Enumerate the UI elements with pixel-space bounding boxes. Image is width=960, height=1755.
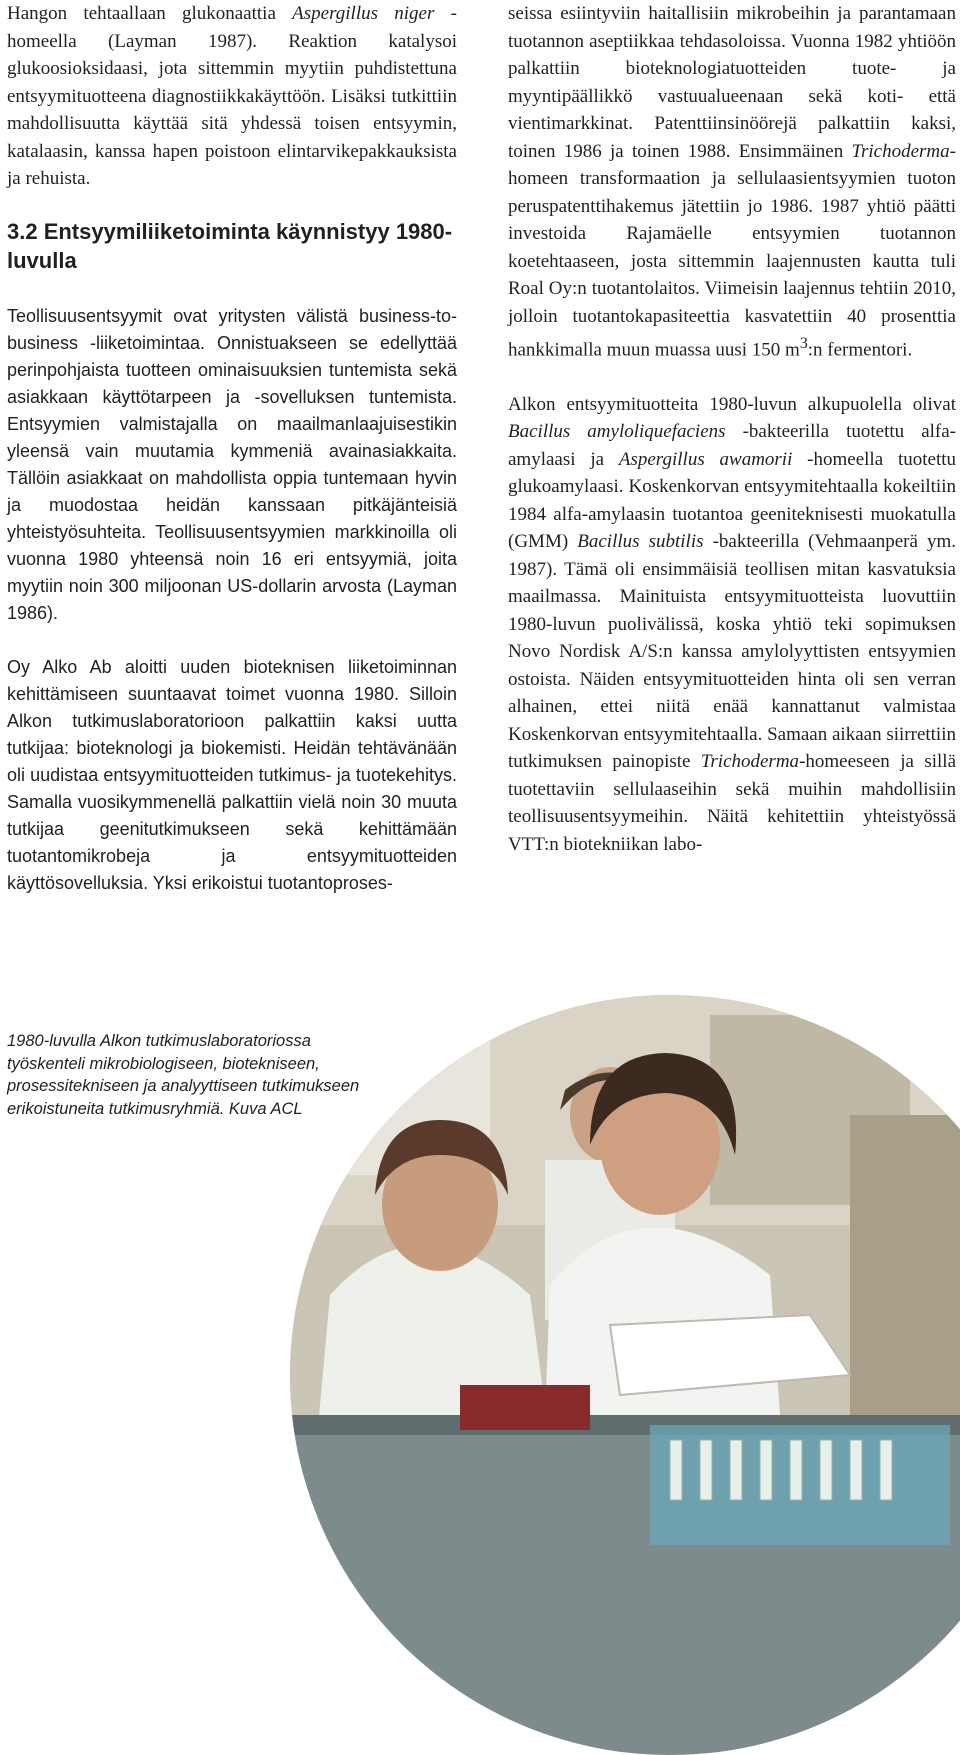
- right-column: [508, 0, 956, 858]
- photo-caption: 1980-luvulla Alkon tutkimuslaboratoriossa työskenteli mikrobiologiseen, biotekniseen, prosessitekniseen ja analyyttiseen tutkimukseen erikoistuneita tutkimusryhmiä. Kuva ACL: [7, 1032, 360, 1118]
- paragraph-staff: seissa esiintyviin haitallisiin mikrobeihin ja parantamaan tuotannon aseptiikkaa tehdasoloissa. Vuonna 1982 yhtiöön palkattiin bioteknologiatuotteiden tuote- ja myyntipäällikkö vastuualueenaan sekä koti- että vientimarkkinat. Patenttiinsinöörejä palkattiin kaksi, toinen 1986 ja toinen 1988. Ensimmäinen Trichoderma-homeen transformaation ja sellulaasientsyymien tuoton peruspatenttihakemus jätettiin jo 1986. 1987 yhtiö päätti investoida Rajamäelle entsyymien tuotannon koetehtaaseen, josta sittemmin laajennusten kautta tuli Roal Oy:n tuotantolaitos. Viimeisin laajennus tehtiin 2010, jolloin tuotantokapasiteettia kasvatettiin 40 prosenttia hankkimalla muun muassa uusi 150 $m^3:n$ fermentori.: [508, 3, 956, 361]
- section-heading: 3.2 Entsyymiliiketoiminta käynnistyy 1980-luvulla: [7, 218, 453, 273]
- lab-photo: [290, 995, 960, 1755]
- lab-photo-illustration: [290, 995, 960, 1755]
- paragraph-business: Teollisuusentsyymit ovat yritysten välistä business-to-business -liiketoimintaa. Onnistuakseen se edellyttää perinpohjaista tuotteen ominaisuuksien tuntemista sekä asiakkaan käyttötarpeen ja -sovelluksen tuntemista. Entsyymien valmistajalla on maailmanlaajuisestikin yleensä vain muutamia kymmeniä avainasiakkaita. Tällöin asiakkaat on mahdollista oppia tuntemaan hyvin ja muodostaa heidän kanssaan pitkäjänteisiä yhteistyösuhteita. Teollisuusentsyymien markkinoilla oli vuonna 1980 yhteensä noin 16 eri entsyymiä, joita myytiin noin 300 miljoonan US-dollarin arvosta (Layman 1986).: [7, 305, 457, 623]
- paragraph-alko: Oy Alko Ab aloitti uuden bioteknisen liiketoiminnan kehittämiseen suuntaavat toimet vuonna 1980. Silloin Alkon tutkimuslaboratorioon palkattiin kaksi uutta tutkijaa: bioteknologi ja biokemisti. Heidän tehtävänään oli uudistaa entsyymituotteiden tutkimus- ja tuotekehitys. Samalla vuosikymmenellä palkattiin vielä noin 30 muuta tutkijaa geenitutkimukseen sekä kehittämään tuotantomikrobeja ja entsyymituotteiden käyttösovelluksia. Yksi erikoistui tuotantoproses-: [7, 656, 457, 893]
- paragraph-products: Alkon entsyymituotteita 1980-luvun alkupuolella olivat Bacillus amyloliquefaciens -bakteerilla tuotettu alfa-amylaasi ja Aspergillus awamorii -homeella tuotettu glukoamylaasi. Koskenkorvan entsyymitehtaalla kokeiltiin 1984 alfa-amylaasin tuotantoa geeniteknisesti muokatulla (GMM) Bacillus subtilis -bakteerilla (Vehmaanperä ym. 1987). Tämä oli ensimmäisiä teollisen mitan kasvatuksia maailmassa. Mainituista entsyymituotteista luovuttiin 1980-luvun puolivälissä, koska yhtiö teki sopimuksen Novo Nordisk A/S:n kanssa amylolyyttisten entsyymien ostoista. Näiden entsyymituotteiden hinta oli sen verran alhainen, ettei niitä enää kannattanut valmistaa Koskenkorvan entsyymitehtaalla. Samaan aikaan siirrettiin tutkimuksen painopiste Trichoderma-homeeseen ja sillä tuotettaviin sellulaaseihin sekä muihin mahdollisiin teollisuusentsyymeihin. Näitä kehitettiin yhteistyössä VTT:n biotekniikan labo-: [508, 393, 956, 855]
- left-column: [7, 0, 457, 897]
- intro-paragraph: Hangon tehtaallaan glukonaattia Aspergillus niger -homeella (Layman 1987). Reaktion katalysoi glukoosioksidaasi, jota sittemmin myytiin puhdistettuna entsyymituotteena diagnostiikkakäyttöön. Lisäksi tutkittiin mahdollisuutta käyttää sitä yhdessä toisen entsyymin, katalaasin, kanssa hapen poistoon elintarvikepakkauksista ja rehuista.: [7, 3, 457, 189]
